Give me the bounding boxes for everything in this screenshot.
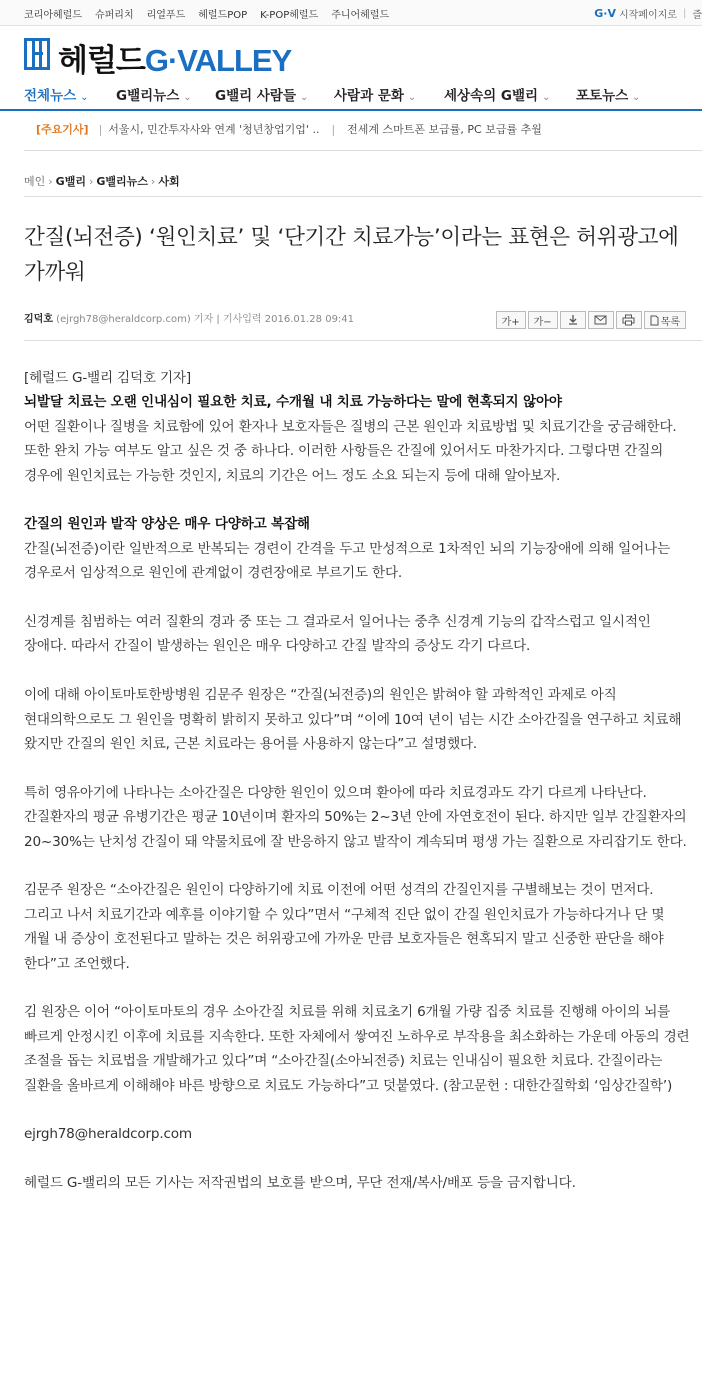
paragraph: 이에 대해 아이토마토한방병원 김문주 원장은 “간질(뇌전증)의 원인은 밝혀야 할 과학적인 과제로 아직 현대의학으로도 그 원인을 명확히 밝히지 못하고 있다”며 “이에 10여 년이 넘는 시간 소아간질을 연구하고 치료해 왔지만 간질의 원인 치료, 근본 치료라는 용어를 사용하지 않는다”고 설명했다. — [24, 687, 682, 753]
mail-icon[interactable] — [588, 311, 614, 329]
article-title: 간질(뇌전증) ‘원인치료’ 및 ‘단기간 치료가능’이라는 표현은 허위광고에 가까워 — [24, 225, 679, 285]
family-site-links — [24, 6, 389, 21]
ticker-headline[interactable]: 전세계 스마트폰 보급률, PC 보급률 추월 — [347, 123, 542, 136]
chevron-down-icon: ⌄ — [183, 92, 192, 103]
breadcrumb-item[interactable]: 사회 — [158, 175, 180, 188]
spacer — [24, 1098, 692, 1122]
article-tools — [496, 311, 686, 329]
set-homepage-link[interactable]: 시작페이지로 — [618, 10, 677, 21]
spacer — [24, 488, 692, 512]
top-right-tools — [594, 6, 702, 21]
copyright-notice: 헤럴드 G-밸리의 모든 기사는 저작권법의 보호를 받으며, 무단 전재/복사/배포 등을 금지합니다. — [24, 1175, 576, 1192]
spacer — [24, 756, 692, 780]
link-real-food[interactable]: 리얼푸드 — [146, 10, 186, 21]
logo-row — [0, 26, 702, 78]
breadcrumb — [24, 173, 180, 189]
paragraph: 간질(뇌전증)이란 일반적으로 반복되는 경련이 간격을 두고 만성적으로 1차적인 뇌의 기능장애에 의해 일어나는 경우로서 임상적으로 원인에 관계없이 경련장애로 부르기도 한다. — [24, 540, 670, 582]
divider: | — [331, 122, 336, 136]
spacer — [24, 586, 692, 610]
chevron-down-icon: ⌄ — [407, 92, 417, 103]
breadcrumb-item[interactable]: G밸리 — [55, 175, 86, 188]
link-super-rich[interactable]: 슈퍼리치 — [94, 10, 134, 21]
chevron-down-icon: ⌄ — [80, 92, 89, 103]
nav-gvalley-news[interactable] — [116, 84, 192, 104]
chevron-down-icon: ⌄ — [300, 92, 309, 103]
reporter-tag: [헤럴드 G-밸리 김덕호 기자] — [24, 370, 191, 386]
link-korea-herald[interactable]: 코리아헤럴드 — [24, 10, 82, 21]
bookmark-link[interactable]: 즐 — [692, 10, 702, 21]
paragraph: 김 원장은 이어 “아이토마토의 경우 소아간질 치료를 위해 치료초기 6개월 가량 집중 치료를 진행해 아이의 뇌를 빠르게 안정시킨 이후에 치료를 지속한다. 또한 자체에서 쌓여진 노하우로 부작용을 최소화하는 가운데 아동의 경련 조절을 돕는 치료법을 개발해가고 있다”며 “소아간질(소아뇌전증) 치료는 인내심이 필요한 치료다. 간질이라는 질환을 올바르게 이해해야 바른 방향으로 치료도 가능하다”고 덧붙였다. (참고문헌 : 대한간질학회 ‘임상간질학’) — [24, 1004, 690, 1094]
subheading: 뇌발달 치료는 오랜 인내심이 필요한 치료, 수개월 내 치료 가능하다는 말에 현혹되지 않아야 — [24, 394, 562, 411]
list-label: 목록 — [660, 316, 680, 328]
breadcrumb-item[interactable]: 메인 — [24, 175, 46, 188]
chevron-down-icon: ⌄ — [542, 92, 551, 103]
headline-ticker — [24, 114, 702, 144]
main-nav — [0, 78, 702, 111]
spacer — [24, 976, 692, 1000]
document-icon — [650, 315, 659, 326]
reporter-email[interactable]: ejrgh78@heraldcorp.com — [24, 1126, 192, 1143]
nav-label: 세상속의 G밸리 — [444, 88, 539, 104]
nav-label: 사람과 문화 — [334, 88, 404, 104]
nav-label: 전체뉴스 — [24, 88, 77, 104]
logo-korean-text: 헤럴드 — [58, 43, 145, 78]
herald-h-logo-icon[interactable] — [24, 38, 50, 70]
download-icon[interactable] — [560, 311, 586, 329]
logo-brand-text: G·VALLEY — [144, 43, 292, 78]
divider: | — [98, 122, 103, 136]
spacer — [24, 659, 692, 683]
nav-label: 포토뉴스 — [576, 88, 629, 104]
chevron-down-icon: ⌄ — [632, 92, 641, 103]
divider — [24, 150, 702, 151]
nav-people-culture[interactable] — [334, 84, 416, 104]
paragraph: 신경계를 침범하는 여러 질환의 경과 중 또는 그 결과로서 일어나는 중추 신경계 기능의 갑작스럽고 일시적인 장애다. 따라서 간질이 발생하는 원인은 매우 다양하고 간질 발작의 증상도 각기 다르다. — [24, 614, 651, 655]
font-increase-button[interactable]: 가+ — [496, 311, 526, 329]
link-junior-herald[interactable]: 주니어헤럴드 — [331, 10, 390, 21]
paragraph: 김문주 원장은 “소아간질은 원인이 다양하기에 치료 이전에 어떤 성격의 간질인지를 구별해보는 것이 먼저다. 그리고 나서 치료기간과 예후를 이야기할 수 있다”면서 “구체적 진단 없이 간질 원인치료가 가능하다거나 단 몇 개월 내 증상이 호전된다고 말하는 것은 허위광고에 가까운 만큼 보호자들은 현혹되지 말고 신중한 판단을 해야 한다”고 조언했다. — [24, 882, 665, 972]
nav-label: G밸리뉴스 — [116, 88, 180, 104]
list-button[interactable] — [644, 311, 686, 329]
print-icon[interactable] — [616, 311, 642, 329]
divider — [24, 340, 702, 341]
author-email: (ejrgh78@heraldcorp.com) — [56, 314, 191, 325]
breadcrumb-item[interactable]: G밸리뉴스 — [96, 175, 148, 188]
spacer — [24, 854, 692, 878]
nav-gvalley-world[interactable] — [444, 84, 550, 104]
gv-logo-icon: G·V — [594, 7, 616, 20]
nav-all-news[interactable] — [24, 84, 89, 104]
byline-date: 기자 | 기사입력 2016.01.28 09:41 — [193, 314, 355, 325]
nav-photo-news[interactable] — [576, 84, 641, 104]
subheading: 간질의 원인과 발작 양상은 매우 다양하고 복잡해 — [24, 516, 310, 533]
chevron-right-icon: › — [150, 175, 156, 188]
divider — [24, 196, 702, 197]
link-herald-pop[interactable]: 헤럴드POP — [198, 10, 248, 21]
nav-gvalley-people[interactable] — [215, 84, 308, 104]
ticker-label: [주요기사] — [36, 123, 89, 136]
article-body — [24, 366, 692, 1196]
chevron-right-icon: › — [48, 175, 53, 188]
article-byline — [24, 310, 354, 325]
top-utility-bar — [0, 0, 702, 26]
font-decrease-button[interactable]: 가− — [528, 311, 558, 329]
divider: | — [682, 8, 687, 19]
paragraph: 특히 영유아기에 나타나는 소아간질은 다양한 원인이 있으며 환아에 따라 치료경과도 각기 다르게 나타난다. 간질환자의 평균 유병기간은 평균 10년이며 환자의 50%는 2~3년 안에 자연호전이 된다. 하지만 일부 간질환자의 20~30%는 난치성 간질이 돼 약물치료에 잘 반응하지 않고 발작이 계속되며 평생 가는 질환으로 자리잡기도 한다. — [24, 784, 687, 850]
spacer — [24, 1147, 692, 1171]
site-logo[interactable] — [58, 35, 291, 80]
author-name: 김덕호 — [24, 314, 53, 325]
chevron-right-icon: › — [88, 175, 94, 188]
link-kpop-herald[interactable]: K-POP헤럴드 — [260, 10, 319, 21]
ticker-headline[interactable]: 서울시, 민간투자사와 연계 '청년창업기업' .. — [108, 123, 320, 136]
nav-label: G밸리 사람들 — [215, 88, 296, 104]
paragraph: 어떤 질환이나 질병을 치료함에 있어 환자나 보호자들은 질병의 근본 원인과 치료방법 및 치료기간을 궁금해한다. 또한 완치 가능 여부도 알고 싶은 것 중 하나다. 이러한 사항들은 간질에 있어서도 마찬가지다. 그렇다면 간질의 경우에 원인치료는 가능한 것인지, 치료의 기간은 어느 정도 소요 되는지 등에 대해 알아보자. — [24, 418, 677, 484]
